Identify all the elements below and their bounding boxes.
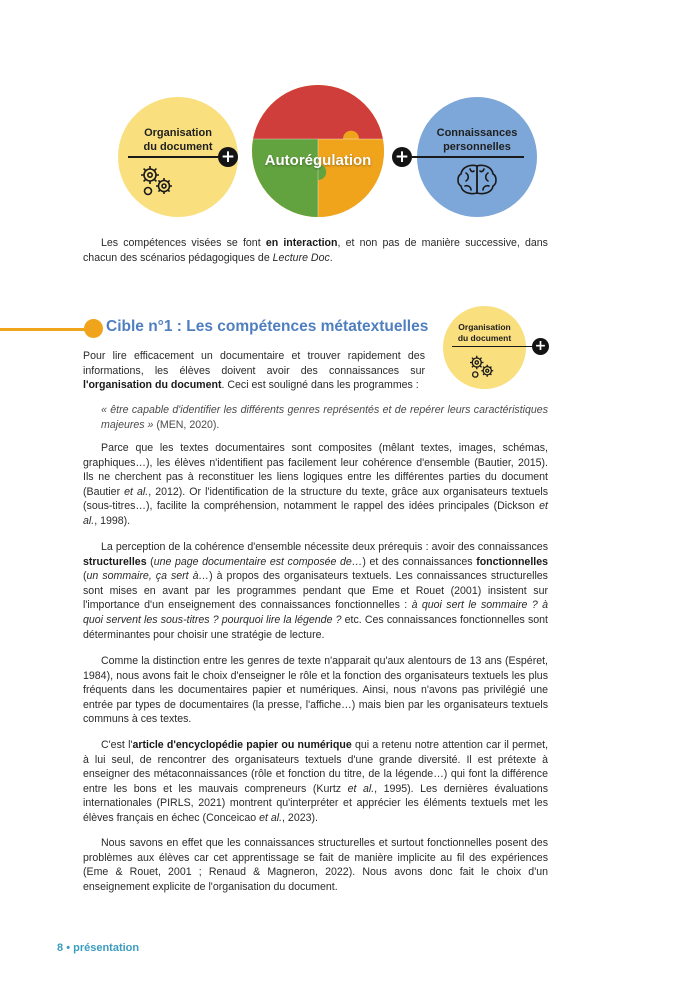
p5-etal-1: et al. [347,782,375,795]
p1-text-c: . Ceci est souligné dans les programmes : [221,379,419,392]
p3-text-g: ( [83,570,87,583]
quote [101,403,548,432]
puzzle-icon [251,84,385,218]
intro-italic: Lecture Doc [272,251,330,264]
footer-separator: • [66,942,71,954]
p6-text: Nous savons en effet que les connaissances structurelles et surtout fonctionnelles posent des problèmes aux élèves car cet apprentissage se fait de manière implicite au fil des expériences (Eme & Rouet, 2001 ; Renaud & Magneron, 2022). Nous avons donc fait le choix d'un enseignement explicite de l'organisation du document. [83,837,548,893]
paragraph-2 [83,441,548,529]
paragraph-6 [83,836,548,894]
organisation-label-line1: Organisation [144,127,212,139]
p3-bold-structurelles: structurelles [83,555,147,568]
connaissances-label-line1: Connaissances [436,127,518,139]
p4-text: Comme la distinction entre les genres de texte n'apparait qu'aux alentours de 13 ans (Espéret, 1984), nous avons fait le choix d'enseigner le rôle et la fonction des organisateurs textuels les plus fréquents dans les documentaires papier et numériques. Ainsi, nous n'avons pas privilégié une entrée par types de documentaires (la presse, l'affiche…) mais bien par les organisateurs textuels communs à ces textes. [83,655,548,726]
paragraph-3 [83,540,548,642]
p1-bold: l'organisation du document [83,379,222,392]
section-gears-icon [467,353,497,381]
section-plus-icon: + [532,338,549,355]
left-connector-line [128,156,218,158]
footer-label: présentation [73,942,140,954]
brain-icon [456,163,498,197]
p5-text-e: , 2023). [282,811,318,824]
quote-source: (MEN, 2020). [156,418,220,431]
p2-etal-2: et al. [83,500,548,527]
p3-text-i: ) à propos des organisateurs textuels. Les connaissances structurelles sont mises en avant par les programmes pendant que Eme et Rouet (2001) insistent sur l'importance d'un enseignement des connaissances fonctionnelles : [83,570,548,612]
p5-text-d: , 1995). Les dernières évaluations internationales (PIRLS, 2021) montrent qu'interpréter et apprécier les éléments textuels met les élèves français en échec (Conceicao [83,782,548,824]
p3-italic-3: à quoi sert le sommaire ? à quoi servent les sous-titres ? pourquoi lire la légende ? [83,599,548,626]
connaissances-label [417,126,537,154]
quote-text: « être capable d'identifier les différents genres représentés et de repérer leurs caractéristiques majeures » [101,404,548,431]
plus-icon-left: + [218,147,238,167]
p3-text-c: ( [146,555,154,568]
intro-text-a: Les compétences visées se font [101,237,266,249]
section-badge-line1: Organisation [458,322,511,332]
section-bullet [84,319,103,338]
p5-text-c: qui a retenu notre attention car il permet, à lui seul, de rencontrer des organisateurs textuels d'une grande diversité. Il est prétexte à enseigner des métaconnaissances (rôle et fonction du titre, de la légende…) qui font la différence entre les bons et les mauvais compreneurs (Kurtz [83,739,549,795]
autoregulation-label: Autorégulation [264,152,372,169]
connaissances-label-line2: personnelles [443,141,511,153]
p1-text-a: Pour lire efficacement un documentaire et trouver rapidement des informations, les élèves doivent avoir des connaissances sur [83,350,425,377]
p3-text-k: etc. Ces connaissances fonctionnelles sont déterminantes pour choisir une stratégie de lecture. [83,613,548,641]
p2-etal-1: et al. [124,485,149,498]
intro-text-c: . [329,251,333,264]
p5-bold: article d'encyclopédie papier ou numérique [132,739,352,751]
intro-paragraph [83,236,548,265]
section-accent-line [0,328,88,331]
p2-text-c: , 1998). [94,514,131,527]
intro-bold: en interaction [265,237,338,249]
section-badge-line [452,346,536,347]
intro-text-b: , et non pas de manière successive, dans chacun des scénarios pédagogiques de [83,237,548,264]
right-connector-line [412,156,524,158]
p2-text-a: Parce que les textes documentaires sont composites (mêlant textes, images, schémas, graphiques…), les élèves n'identifient pas facilement leur cohérence d'ensemble (Bautier, 2015). Ils ne cherchent pas à reconstituer les liens logiques entre les différentes parties du document (Bautier [83,442,548,498]
p5-text-a: C'est l' [101,739,133,751]
plus-icon-right: + [392,147,412,167]
organisation-label-line2: du document [143,141,213,153]
page-footer [57,942,139,954]
gears-icon [137,163,177,199]
section-badge-line2: du document [457,333,512,343]
p3-text-e: ) et des connaissances [362,555,477,568]
paragraph-1 [83,349,425,393]
p3-bold-fonctionnelles: fonctionnelles [476,555,548,568]
paragraph-4 [83,654,548,727]
p3-italic-2: un sommaire, ça sert à… [86,570,210,583]
p5-etal-2: et al. [259,811,283,824]
section-badge-label [443,322,526,344]
page-number: 8 [57,942,64,954]
p3-italic-1: une page documentaire est composée de… [153,555,363,568]
p2-text-b: , 2012). Or l'identification de la structure du texte, grâce aux organisateurs textuels (sous-titres…), facilite la compréhension, notamment le rappel des idées principales (Dickson [83,485,548,513]
p3-text-a: La perception de la cohérence d'ensemble nécessite deux prérequis : avoir des connaissances [101,541,548,553]
paragraph-5 [83,738,548,826]
section-title: Cible n°1 : Les compétences métatextuelles [106,318,429,335]
